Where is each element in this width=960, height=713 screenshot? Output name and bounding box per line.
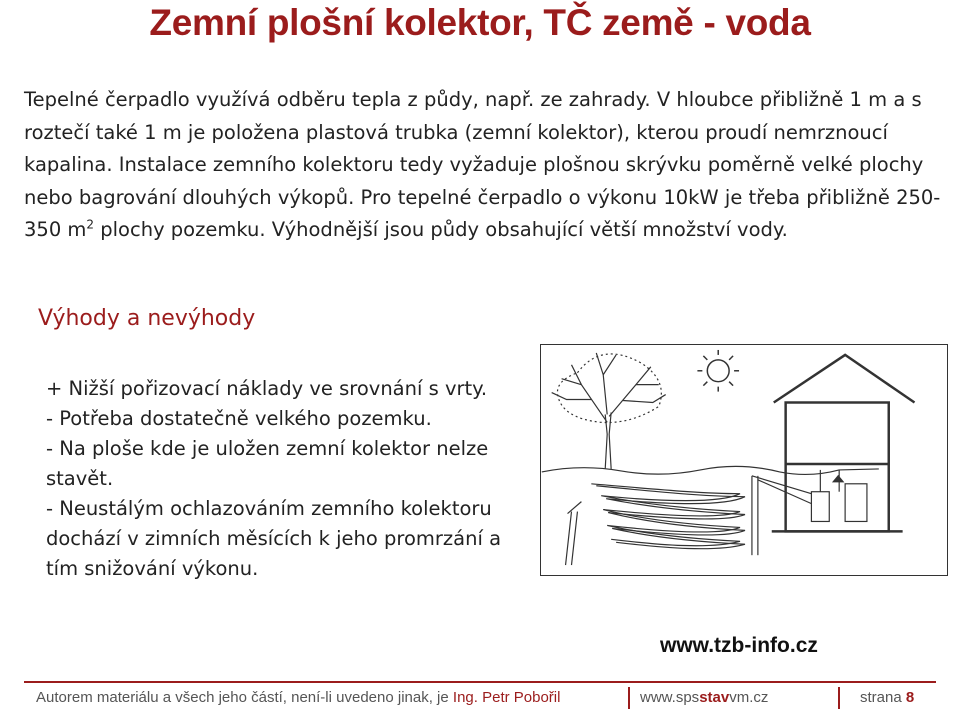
intro-text: Tepelné čerpadlo využívá odběru tepla z půdy, např. ze zahrady. V hloubce přibližně 1 m a s roztečí také 1 m je položena plastová trubka (zemní kolektor), kterou proudí nemrznoucí kapalina. Instalace zemního kolektoru tedy vyžaduje plošnou skrývku poměrně velké plochy nebo bagrování dlouhých výkopů. Pro tepelné čerpadlo o výkonu 10kW je třeba přibližně 250-350 m xyxy=(24,88,941,241)
footer-separator xyxy=(628,687,630,709)
page-number: 8 xyxy=(905,689,915,706)
slide-title: Zemní plošní kolektor, TČ země - voda xyxy=(149,2,811,43)
ground-collector-illustration xyxy=(540,344,948,576)
intro-text-end: plochy pozemku. Výhodnější jsou půdy obsahující větší množství vody. xyxy=(94,218,788,241)
intro-paragraph xyxy=(24,84,944,247)
section-heading: Výhody a nevýhody xyxy=(38,306,256,331)
footer-divider xyxy=(24,681,936,683)
footer-site-highlight: stav xyxy=(699,689,730,706)
page-indicator xyxy=(860,689,914,706)
page-label: strana xyxy=(860,689,902,706)
list-item: - Neustálým ochlazováním zemního kolektoru dochází v zimních měsících k jeho promrzání a tím snižování výkonu. xyxy=(46,497,502,580)
list-item: - Na ploše kde je uložen zemní kolektor nelze stavět. xyxy=(46,437,489,490)
heat-pump-unit xyxy=(811,470,867,522)
house-icon xyxy=(772,355,915,531)
ground-line xyxy=(542,466,879,474)
superscript: 2 xyxy=(86,217,95,232)
list-item: + Nižší pořizovací náklady ve srovnání s vrty. xyxy=(46,377,488,400)
footer-author: Ing. Petr Pobořil xyxy=(452,689,561,706)
collector-drawing xyxy=(541,345,947,575)
pros-cons-list xyxy=(46,374,526,584)
footer-credit xyxy=(36,689,560,706)
footer-website[interactable] xyxy=(640,689,768,706)
footer-site-start: www.sps xyxy=(640,689,700,706)
list-item: - Potřeba dostatečně velkého pozemku. xyxy=(46,407,432,430)
footer-site-end: vm.cz xyxy=(729,689,769,706)
source-link[interactable]: www.tzb-info.cz xyxy=(660,634,818,657)
footer-separator xyxy=(838,687,840,709)
footer-credit-text: Autorem materiálu a všech jeho částí, není-li uvedeno jinak, je xyxy=(36,689,449,706)
tree-icon xyxy=(552,353,666,469)
collector-pipes xyxy=(566,476,812,565)
sun-icon xyxy=(697,350,739,392)
footer xyxy=(0,687,960,711)
